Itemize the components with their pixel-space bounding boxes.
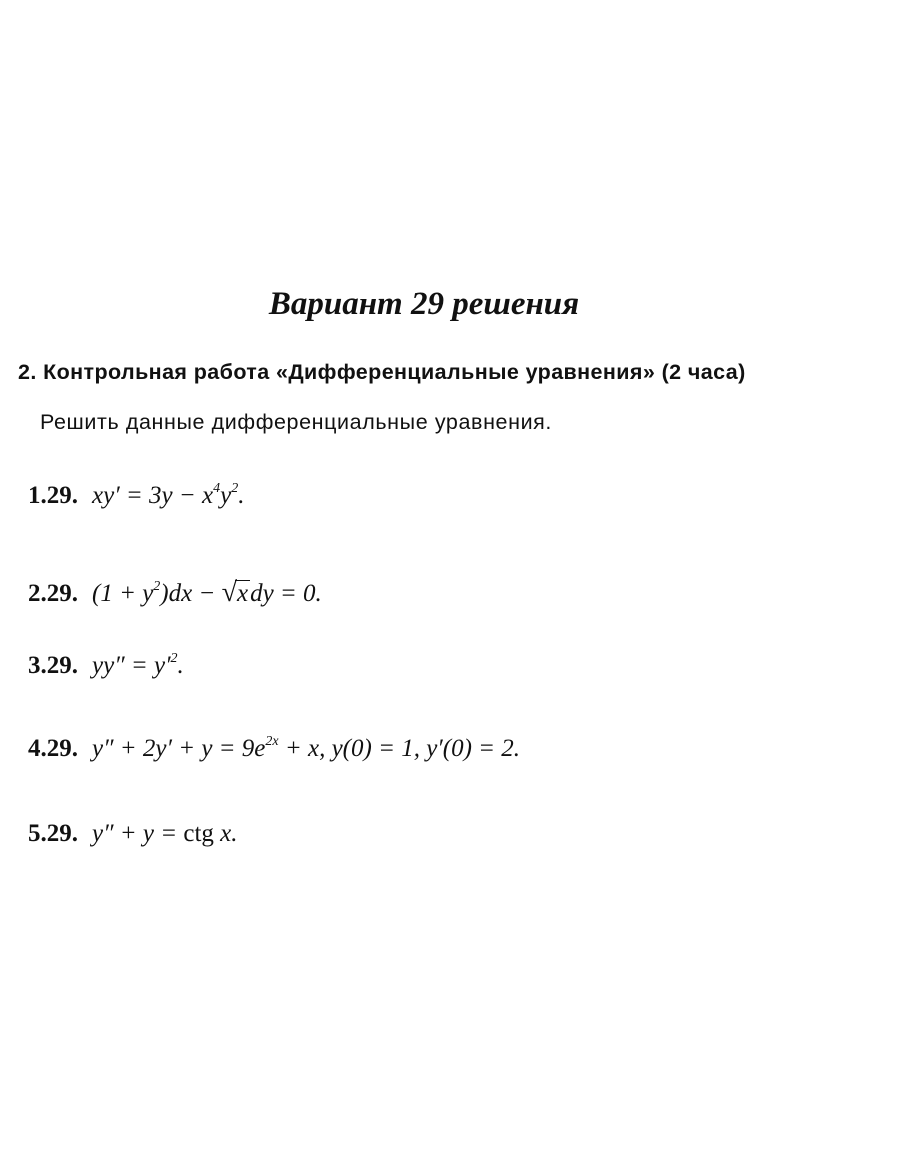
equation-part: x. bbox=[213, 820, 238, 847]
problem-2 bbox=[28, 577, 322, 609]
equation bbox=[92, 652, 184, 679]
equation bbox=[92, 735, 520, 762]
problem-number: 5.29. bbox=[28, 820, 78, 847]
equation-part: yy″ = y′ bbox=[92, 652, 171, 679]
equation-part: (1 + y bbox=[92, 580, 154, 607]
problem-1 bbox=[28, 482, 244, 510]
equation-part: + x, y(0) = 1, y′(0) = 2. bbox=[278, 735, 521, 762]
instruction-text: Решить данные дифференциальные уравнения. bbox=[40, 410, 553, 434]
problem-number: 4.29. bbox=[28, 735, 78, 762]
exponent: 4 bbox=[213, 481, 221, 496]
page-title: Вариант 29 решения bbox=[268, 286, 580, 322]
problem-number: 3.29. bbox=[28, 652, 78, 679]
equation-part: . bbox=[238, 482, 245, 509]
exponent: 2 bbox=[231, 481, 239, 496]
equation-part: )dx − bbox=[160, 580, 222, 607]
problem-3 bbox=[28, 652, 184, 680]
problem-5 bbox=[28, 820, 238, 848]
problem-number: 1.29. bbox=[28, 482, 78, 509]
exponent: 2 bbox=[170, 651, 178, 666]
square-root-symbol: √ bbox=[221, 577, 237, 608]
section-heading: 2. Контрольная работа «Дифференциальные уравнения» (2 часа) bbox=[18, 360, 746, 384]
exponent: 2 bbox=[153, 579, 161, 594]
equation-part: y″ + 2y′ + y = 9e bbox=[92, 735, 266, 762]
equation-part: xy′ = 3y − x bbox=[92, 482, 214, 509]
problem-4 bbox=[28, 735, 520, 763]
equation-part: dy = 0. bbox=[250, 580, 322, 607]
problem-number: 2.29. bbox=[28, 580, 78, 607]
function-name: ctg bbox=[183, 820, 214, 847]
equation-part: . bbox=[177, 652, 184, 679]
equation-part: y bbox=[220, 482, 232, 509]
equation bbox=[92, 482, 244, 509]
radicand: x bbox=[236, 580, 249, 607]
equation bbox=[92, 820, 238, 847]
equation bbox=[92, 577, 322, 608]
equation-part: y″ + y = bbox=[92, 820, 184, 847]
exponent: 2x bbox=[265, 734, 279, 749]
